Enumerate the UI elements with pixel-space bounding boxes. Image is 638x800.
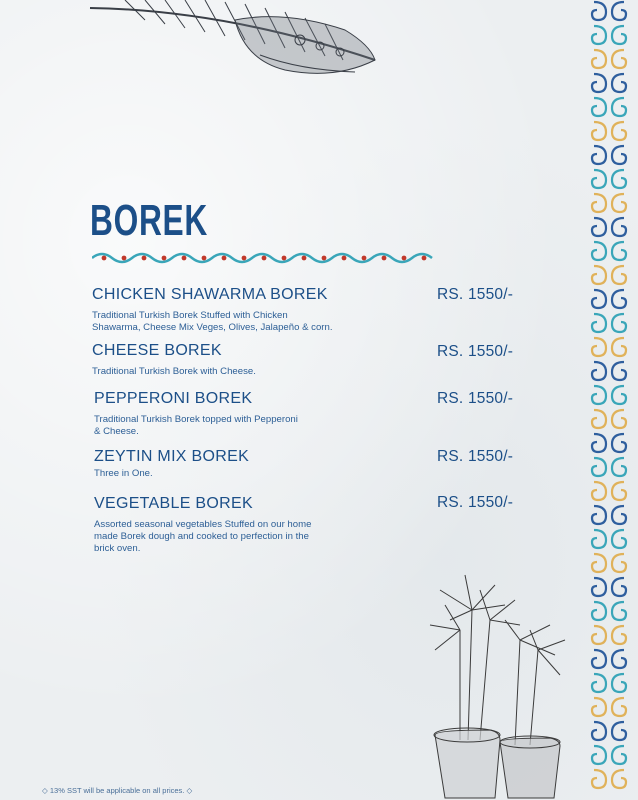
menu-item: [94, 495, 311, 555]
description-line: Assorted seasonal vegetables Stuffed on our home: [94, 519, 312, 530]
menu-item-name: CHEESE BOREK: [92, 342, 222, 359]
menu-item: [94, 390, 298, 438]
menu-item-description: [94, 468, 249, 480]
feather-illustration: [85, 0, 385, 90]
menu-item-description: [92, 366, 256, 378]
menu-item-description: [94, 414, 298, 438]
menu-item-price: RS. 1550/-: [437, 390, 514, 407]
menu-item-name: ZEYTIN MIX BOREK: [94, 448, 250, 465]
menu-item-price: RS. 1550/-: [437, 343, 514, 360]
description-line: & Cheese.: [94, 426, 139, 437]
description-line: Traditional Turkish Borek with Cheese.: [92, 366, 256, 377]
menu-item: [94, 448, 249, 480]
floral-ornament-divider: [92, 250, 440, 266]
menu-item: [92, 286, 333, 334]
potted-palm-illustration: [420, 570, 570, 800]
description-line: Shawarma, Cheese Mix Veges, Olives, Jalapeño & corn.: [92, 322, 333, 333]
menu-item-name: PEPPERONI BOREK: [94, 390, 253, 407]
menu-item-price: RS. 1550/-: [437, 494, 514, 511]
description-line: made Borek dough and cooked to perfection in the: [94, 531, 309, 542]
menu-item-price: RS. 1550/-: [437, 448, 514, 465]
menu-item-price: RS. 1550/-: [437, 286, 514, 303]
description-line: Traditional Turkish Borek topped with Pepperoni: [94, 414, 298, 425]
description-line: Three in One.: [94, 468, 153, 479]
description-line: Traditional Turkish Borek Stuffed with Chicken: [92, 310, 288, 321]
tax-footnote: ◇ 13% SST will be applicable on all prices. ◇: [42, 786, 193, 795]
menu-item: [92, 342, 256, 378]
menu-section-title: BOREK: [90, 196, 209, 245]
menu-item-name: CHICKEN SHAWARMA BOREK: [92, 286, 328, 303]
menu-item-description: [94, 519, 311, 555]
menu-item-description: [92, 310, 333, 334]
menu-item-name: VEGETABLE BOREK: [94, 495, 253, 512]
description-line: brick oven.: [94, 543, 141, 554]
